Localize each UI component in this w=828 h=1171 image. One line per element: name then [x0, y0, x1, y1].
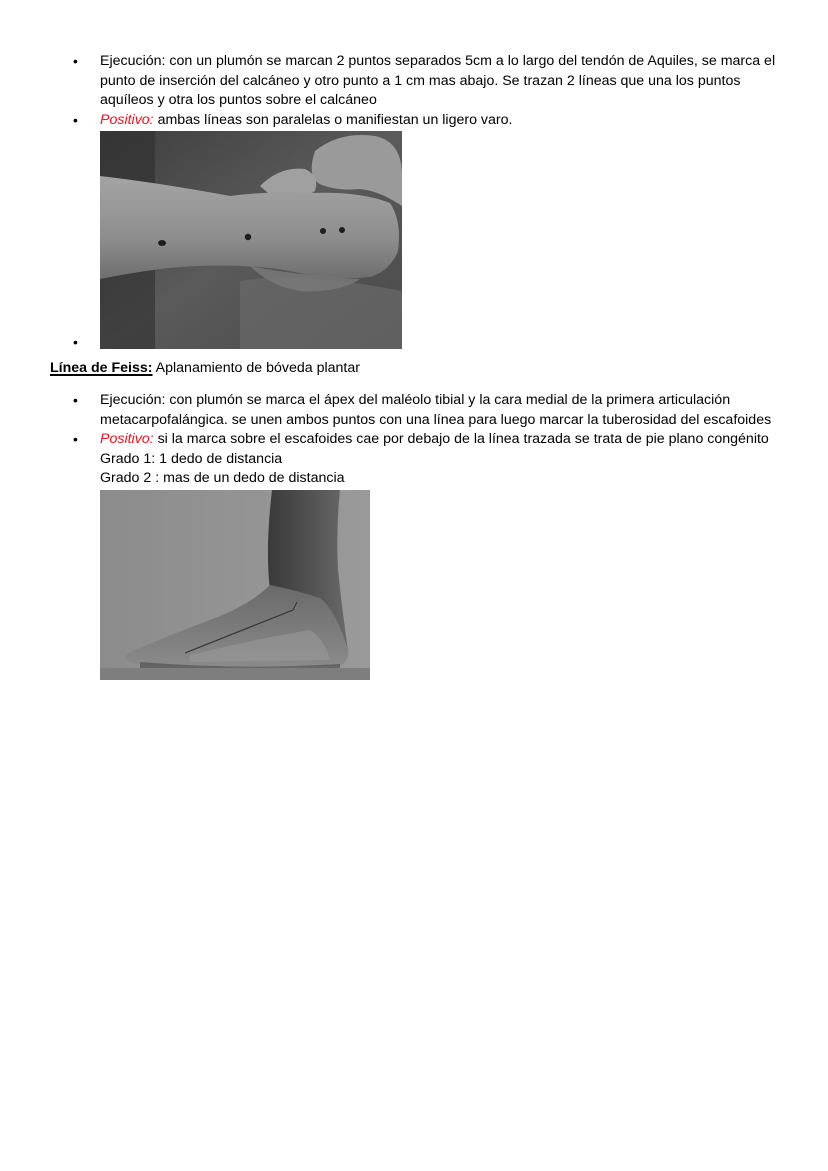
bullet: • — [73, 392, 78, 408]
list-item-positivo-1 — [0, 111, 828, 131]
positivo-label: Positivo: — [100, 431, 154, 447]
section-heading-linea-de-feiss — [50, 359, 360, 379]
achilles-heel-photo — [100, 131, 402, 349]
bullet: • — [73, 334, 78, 350]
ejecucion-text: Ejecución: con plumón se marca el ápex del maléolo tibial y la cara medial de la primera articulación metacarpofalángica. se unen ambos puntos con una línea para luego marcar la tuberosidad del escafoides — [100, 392, 772, 428]
bullet: • — [73, 111, 78, 128]
heading-label: Línea de Feiss: — [50, 360, 153, 376]
bullet: • — [73, 431, 78, 447]
grade-1-text: Grado 1: 1 dedo de distancia — [100, 450, 283, 467]
heading-text: Aplanamiento de bóveda plantar — [152, 360, 360, 376]
bullet: • — [73, 53, 78, 69]
section2-list — [0, 391, 828, 680]
positivo-text: si la marca sobre el escafoides cae por debajo de la línea trazada se trata de pie plano congénito — [153, 431, 769, 447]
positivo-label: Positivo: — [100, 111, 154, 128]
list-item-figure-1 — [0, 130, 828, 349]
list-item-ejecucion-2 — [0, 391, 828, 430]
feiss-line-foot-photo — [100, 490, 370, 680]
section1-list — [0, 52, 828, 349]
ejecucion-text: Ejecución: con un plumón se marcan 2 puntos separados 5cm a lo largo del tendón de Aquiles, se marca el punto de inserción del calcáneo y otro punto a 1 cm mas abajo. Se trazan 2 líneas que una los puntos aquíleos y otra los puntos sobre el calcáneo — [100, 53, 776, 108]
list-item-ejecucion-1 — [0, 52, 828, 111]
list-item-positivo-2 — [0, 430, 828, 680]
positivo-text: ambas líneas son paralelas o manifiestan un ligero varo. — [153, 111, 513, 128]
grade-2-text: Grado 2 : mas de un dedo de distancia — [100, 470, 345, 486]
